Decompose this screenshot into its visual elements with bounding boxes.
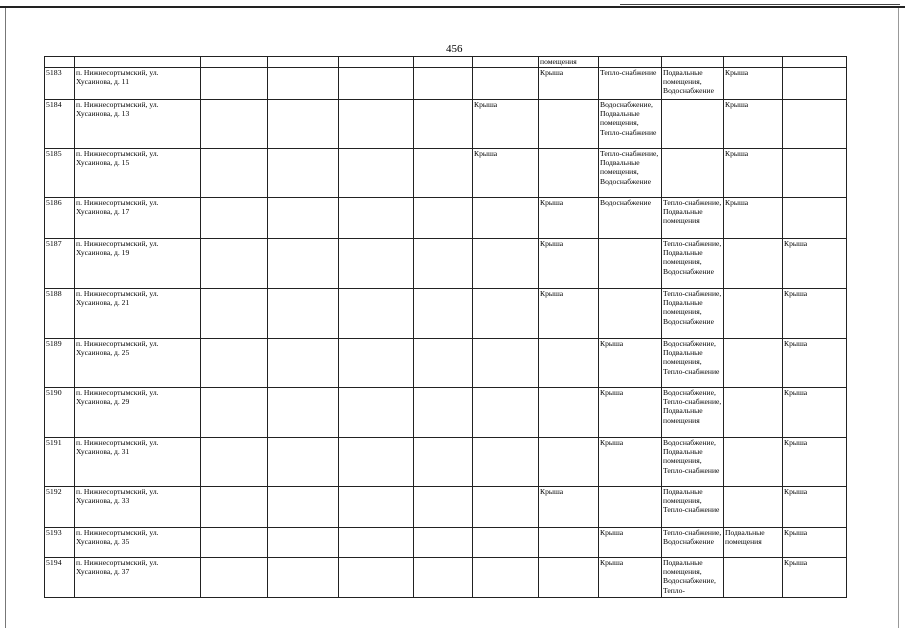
empty-cell [414, 388, 473, 438]
year-cell: Крыша [599, 339, 662, 388]
housing-repair-table [44, 56, 847, 598]
header-cell: помещения [539, 57, 599, 68]
year-cell: Крыша [473, 149, 539, 198]
year-cell: Крыша [599, 528, 662, 558]
address-line-1: п. Нижнесортымский, ул. [76, 100, 159, 109]
empty-cell [414, 339, 473, 388]
header-continuation-row [45, 57, 847, 68]
year-cell [473, 528, 539, 558]
year-cell [724, 239, 783, 289]
table-row [45, 558, 847, 598]
address-line-1: п. Нижнесортымский, ул. [76, 68, 159, 77]
year-cell: Крыша [783, 558, 847, 598]
address-line-1: п. Нижнесортымский, ул. [76, 289, 159, 298]
empty-cell [339, 438, 414, 487]
row-number: 5189 [45, 339, 75, 388]
address-line-2: Хусаинова, д. 17 [76, 207, 130, 217]
year-cell: Тепло-снабжение, Подвальные помещения, Водоснабжение [662, 289, 724, 339]
address-cell [75, 289, 201, 339]
empty-cell [201, 289, 268, 339]
row-number: 5194 [45, 558, 75, 598]
empty-cell [414, 438, 473, 487]
address-line-1: п. Нижнесортымский, ул. [76, 438, 159, 447]
empty-cell [268, 487, 339, 528]
address-cell [75, 239, 201, 289]
year-cell [473, 289, 539, 339]
table-row [45, 487, 847, 528]
address-line-1: п. Нижнесортымский, ул. [76, 339, 159, 348]
year-cell: Подвальные помещения, Водоснабжение, Тепло- [662, 558, 724, 598]
year-cell: Крыша [599, 438, 662, 487]
year-cell [473, 198, 539, 239]
row-number: 5184 [45, 100, 75, 149]
address-line-1: п. Нижнесортымский, ул. [76, 558, 159, 567]
year-cell [539, 149, 599, 198]
year-cell [473, 239, 539, 289]
year-cell: Тепло-снабжение, Подвальные помещения, Водоснабжение [662, 239, 724, 289]
year-cell [724, 289, 783, 339]
address-cell [75, 68, 201, 100]
table-row [45, 438, 847, 487]
year-cell: Крыша [724, 68, 783, 100]
table-row [45, 339, 847, 388]
year-cell [662, 100, 724, 149]
address-cell [75, 487, 201, 528]
scan-right-edge [898, 8, 899, 628]
empty-cell [268, 339, 339, 388]
address-line-2: Хусаинова, д. 29 [76, 397, 130, 407]
year-cell: Крыша [539, 239, 599, 289]
year-cell: Крыша [783, 388, 847, 438]
year-cell: Водоснабжение, Подвальные помещения, Тепло-снабжение [662, 339, 724, 388]
table-row [45, 239, 847, 289]
empty-cell [201, 149, 268, 198]
year-cell: Крыша [783, 528, 847, 558]
table-row [45, 388, 847, 438]
table-row [45, 289, 847, 339]
empty-cell [268, 149, 339, 198]
address-line-2: Хусаинова, д. 37 [76, 567, 130, 577]
address-cell [75, 149, 201, 198]
address-line-1: п. Нижнесортымский, ул. [76, 239, 159, 248]
address-line-2: Хусаинова, д. 25 [76, 348, 130, 358]
year-cell [473, 339, 539, 388]
year-cell [662, 149, 724, 198]
address-line-1: п. Нижнесортымский, ул. [76, 149, 159, 158]
year-cell: Тепло-снабжение, Подвальные помещения [662, 198, 724, 239]
year-cell [783, 198, 847, 239]
empty-cell [201, 438, 268, 487]
year-cell [724, 438, 783, 487]
table-row [45, 68, 847, 100]
empty-cell [414, 487, 473, 528]
empty-cell [201, 68, 268, 100]
empty-cell [201, 528, 268, 558]
table-row [45, 198, 847, 239]
empty-cell [268, 438, 339, 487]
address-line-1: п. Нижнесортымский, ул. [76, 198, 159, 207]
year-cell: Водоснабжение [599, 198, 662, 239]
table-row [45, 100, 847, 149]
empty-cell [339, 558, 414, 598]
address-line-2: Хусаинова, д. 11 [76, 77, 129, 87]
address-line-2: Хусаинова, д. 33 [76, 496, 130, 506]
year-cell [783, 149, 847, 198]
address-cell [75, 438, 201, 487]
scan-top-border [0, 6, 905, 8]
empty-cell [414, 528, 473, 558]
address-cell [75, 528, 201, 558]
year-cell: Крыша [783, 487, 847, 528]
empty-cell [339, 528, 414, 558]
year-cell: Подвальные помещения, Тепло-снабжение [662, 487, 724, 528]
empty-cell [201, 388, 268, 438]
row-number: 5187 [45, 239, 75, 289]
empty-cell [268, 388, 339, 438]
year-cell [539, 339, 599, 388]
table-row [45, 528, 847, 558]
empty-cell [339, 68, 414, 100]
year-cell: Водоснабжение, Тепло-снабжение, Подвальные помещения [662, 388, 724, 438]
year-cell [724, 388, 783, 438]
year-cell: Тепло-снабжение, Водоснабжение [662, 528, 724, 558]
row-number: 5193 [45, 528, 75, 558]
year-cell: Тепло-снабжение, Подвальные помещения, Водоснабжение [599, 149, 662, 198]
year-cell: Тепло-снабжение [599, 68, 662, 100]
empty-cell [268, 100, 339, 149]
scan-left-edge [5, 8, 6, 628]
empty-cell [339, 198, 414, 239]
address-line-2: Хусаинова, д. 15 [76, 158, 130, 168]
year-cell: Крыша [783, 438, 847, 487]
empty-cell [339, 239, 414, 289]
empty-cell [268, 289, 339, 339]
year-cell [473, 68, 539, 100]
year-cell: Крыша [599, 388, 662, 438]
empty-cell [414, 149, 473, 198]
year-cell: Крыша [724, 198, 783, 239]
scan-top-border-secondary [620, 4, 900, 5]
row-number: 5190 [45, 388, 75, 438]
row-number: 5192 [45, 487, 75, 528]
empty-cell [268, 528, 339, 558]
empty-cell [339, 339, 414, 388]
year-cell: Крыша [783, 339, 847, 388]
year-cell [539, 438, 599, 487]
address-cell [75, 198, 201, 239]
year-cell [599, 487, 662, 528]
empty-cell [414, 100, 473, 149]
year-cell [724, 487, 783, 528]
address-line-2: Хусаинова, д. 13 [76, 109, 130, 119]
empty-cell [201, 558, 268, 598]
empty-cell [339, 100, 414, 149]
address-cell [75, 558, 201, 598]
year-cell: Водоснабжение, Подвальные помещения, Тепло-снабжение [662, 438, 724, 487]
year-cell: Крыша [783, 239, 847, 289]
year-cell: Крыша [783, 289, 847, 339]
row-number: 5185 [45, 149, 75, 198]
address-cell [75, 100, 201, 149]
row-number: 5183 [45, 68, 75, 100]
year-cell [473, 438, 539, 487]
table-row [45, 149, 847, 198]
page-number: 456 [446, 43, 463, 55]
year-cell: Подвальные помещения, Водоснабжение [662, 68, 724, 100]
address-line-2: Хусаинова, д. 19 [76, 248, 130, 258]
year-cell [539, 558, 599, 598]
year-cell [783, 68, 847, 100]
year-cell: Водоснабжение, Подвальные помещения, Тепло-снабжение [599, 100, 662, 149]
year-cell: Крыша [599, 558, 662, 598]
address-cell [75, 388, 201, 438]
address-line-1: п. Нижнесортымский, ул. [76, 388, 159, 397]
empty-cell [414, 198, 473, 239]
empty-cell [201, 239, 268, 289]
year-cell: Крыша [539, 68, 599, 100]
row-number: 5186 [45, 198, 75, 239]
address-line-1: п. Нижнесортымский, ул. [76, 487, 159, 496]
empty-cell [201, 339, 268, 388]
empty-cell [414, 68, 473, 100]
year-cell: Крыша [539, 198, 599, 239]
address-cell [75, 339, 201, 388]
empty-cell [201, 198, 268, 239]
empty-cell [414, 289, 473, 339]
year-cell [599, 289, 662, 339]
address-line-1: п. Нижнесортымский, ул. [76, 528, 159, 537]
empty-cell [414, 558, 473, 598]
row-number: 5191 [45, 438, 75, 487]
year-cell: Крыша [724, 149, 783, 198]
year-cell [539, 528, 599, 558]
year-cell [724, 339, 783, 388]
empty-cell [339, 487, 414, 528]
address-line-2: Хусаинова, д. 31 [76, 447, 130, 457]
empty-cell [339, 289, 414, 339]
year-cell: Подвальные помещения [724, 528, 783, 558]
year-cell [539, 100, 599, 149]
empty-cell [201, 487, 268, 528]
year-cell [539, 388, 599, 438]
year-cell: Крыша [539, 289, 599, 339]
year-cell [599, 239, 662, 289]
empty-cell [414, 239, 473, 289]
empty-cell [339, 388, 414, 438]
year-cell [724, 558, 783, 598]
address-line-2: Хусаинова, д. 21 [76, 298, 130, 308]
year-cell: Крыша [724, 100, 783, 149]
address-line-2: Хусаинова, д. 35 [76, 537, 130, 547]
row-number: 5188 [45, 289, 75, 339]
year-cell: Крыша [539, 487, 599, 528]
empty-cell [268, 68, 339, 100]
empty-cell [268, 239, 339, 289]
year-cell [783, 100, 847, 149]
year-cell: Крыша [473, 100, 539, 149]
year-cell [473, 487, 539, 528]
year-cell [473, 558, 539, 598]
year-cell [473, 388, 539, 438]
empty-cell [268, 198, 339, 239]
empty-cell [201, 100, 268, 149]
empty-cell [339, 149, 414, 198]
empty-cell [268, 558, 339, 598]
